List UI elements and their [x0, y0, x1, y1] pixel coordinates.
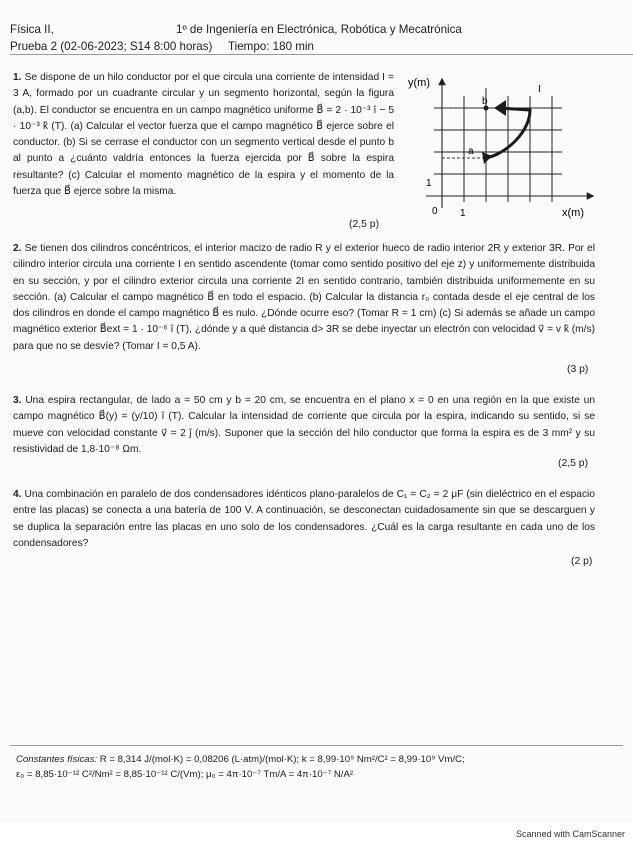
current-arrow-icon [494, 100, 506, 116]
question-3 [13, 393, 595, 458]
question-4-points: (2 p) [571, 556, 593, 567]
y-tick-label: 1 [426, 178, 432, 189]
question-2-number: 2. [13, 243, 22, 254]
question-2 [13, 241, 595, 355]
exam-info: Prueba 2 (02-06-2023; S14 8:00 horas) [10, 40, 213, 53]
point-a-label: a [468, 146, 474, 157]
scanner-watermark: Scanned with CamScanner [515, 829, 625, 839]
conductor-figure [402, 72, 598, 234]
degree-name: 1º de Ingeniería en Electrónica, Robótica y Mecatrónica [176, 23, 462, 36]
question-1-text: Se dispone de un hilo conductor por el que circula una corriente de intensidad I = 3 A, formado por un cuadrante circular y un segmento horizontal, según la figura (a,b). El conductor se encuentra en un campo magnético uniforme B⃗ = 2 · 10⁻³ î − 5 · 10⁻³ k̂ (T). (a) Calcular el vector fuerza que el campo magnético B⃗ ejerce sobre el conductor. (b) Si se cerrase el conductor con un segmento vertical desde el punto b al punto a ¿cuánto valdría entonces la fuerza ejercida por B⃗ sobre la espira resultante? (c) Calcular el momento magnético de la espira y el momento de la fuerza que B⃗ ejerce sobre la misma. [13, 72, 394, 198]
exam-time: Tiempo: 180 min [228, 40, 314, 53]
origin-label: 0 [432, 206, 438, 217]
y-axis-label: y(m) [408, 77, 430, 89]
x-axis-label: x(m) [562, 207, 584, 219]
point-b-label: b [482, 96, 488, 107]
question-4-text: Una combinación en paralelo de dos condensadores idénticos plano-paralelos de C₁ = C₂ = 2 μF (sin dieléctrico en el espacio entre las placas) se conecta a una batería de 100 V. A continuación, se desconectan cuidadosamente sin que se descarguen y se duplica la separación entre las placas en uno solo de los condensadores. ¿Cuál es la carga resultante en cada uno de los condensadores? [13, 489, 595, 549]
course-name: Física II, [10, 23, 54, 36]
question-4 [13, 487, 595, 552]
question-3-points: (2,5 p) [558, 458, 589, 469]
question-1-points: (2,5 p) [349, 219, 380, 230]
question-3-number: 3. [13, 395, 22, 406]
constants-line-1: R = 8,314 J/(mol·K) = 0,08206 (L·atm)/(mol·K); k = 8,99·10⁹ Nm²/C² = 8,99·10⁹ Vm/C; [99, 754, 465, 765]
constants-line-2: ε₀ = 8,85·10⁻¹² C²/Nm² = 8,85·10⁻¹² C/(Vm); μ₀ = 4π·10⁻⁷ Tm/A = 4π·10⁻⁷ N/A² [16, 769, 354, 780]
question-1-number: 1. [13, 72, 22, 83]
question-1 [13, 70, 394, 200]
x-tick-label: 1 [460, 208, 466, 219]
question-2-text: Se tienen dos cilindros concéntricos, el interior macizo de radio R y el exterior hueco de radio interior 2R y exterior 3R. Por el cilindro interior circula una corriente I en sentido ascendente (tomar como sentido positivo del eje z) y uniformemente distribuida en su sección, y por el cilindro exterior circula una corriente 2I en sentido contrario, también distribuida uniformemente en su sección. (a) Calcular el campo magnético B⃗ en todo el espacio. (b) Calcular la distancia r₀ contada desde el eje central de los dos cilindros en donde el campo magnético B⃗ es nulo. ¿Dónde ocurre eso? (Tomar R = 1 cm) (c) Si además se añade un campo magnético exterior B⃗ext = 1 · 10⁻⁶ î (T), ¿dónde y a qué distancia d> 3R se debe inyectar un electrón con velocidad v⃗ = v k̂ (m/s) para que no se desvíe? (Tomar I = 0,5 A). [13, 243, 595, 352]
constants-title: Constantes físicas: [16, 754, 98, 765]
current-label: I [538, 84, 541, 95]
figure-grid-ticks [434, 88, 562, 202]
question-2-points: (3 p) [567, 364, 589, 375]
footer-divider [10, 745, 623, 746]
question-3-text: Una espira rectangular, de lado a = 50 cm y b = 20 cm, se encuentra en el plano x = 0 en una región en la que existe un campo magnético B⃗(y) = (y/10) î (T). Calcular la intensidad de corriente que circula por la espira, indicando su sentido, si se mueve con velocidad constante v⃗ = 2 ĵ (m/s). Suponer que la sección del hilo conductor que forma la espira es de 3 mm² y su resistividad de 1,8·10⁻⁸ Ωm. [13, 395, 596, 455]
header-divider [10, 54, 633, 55]
question-4-number: 4. [13, 489, 22, 500]
physical-constants [16, 752, 616, 782]
